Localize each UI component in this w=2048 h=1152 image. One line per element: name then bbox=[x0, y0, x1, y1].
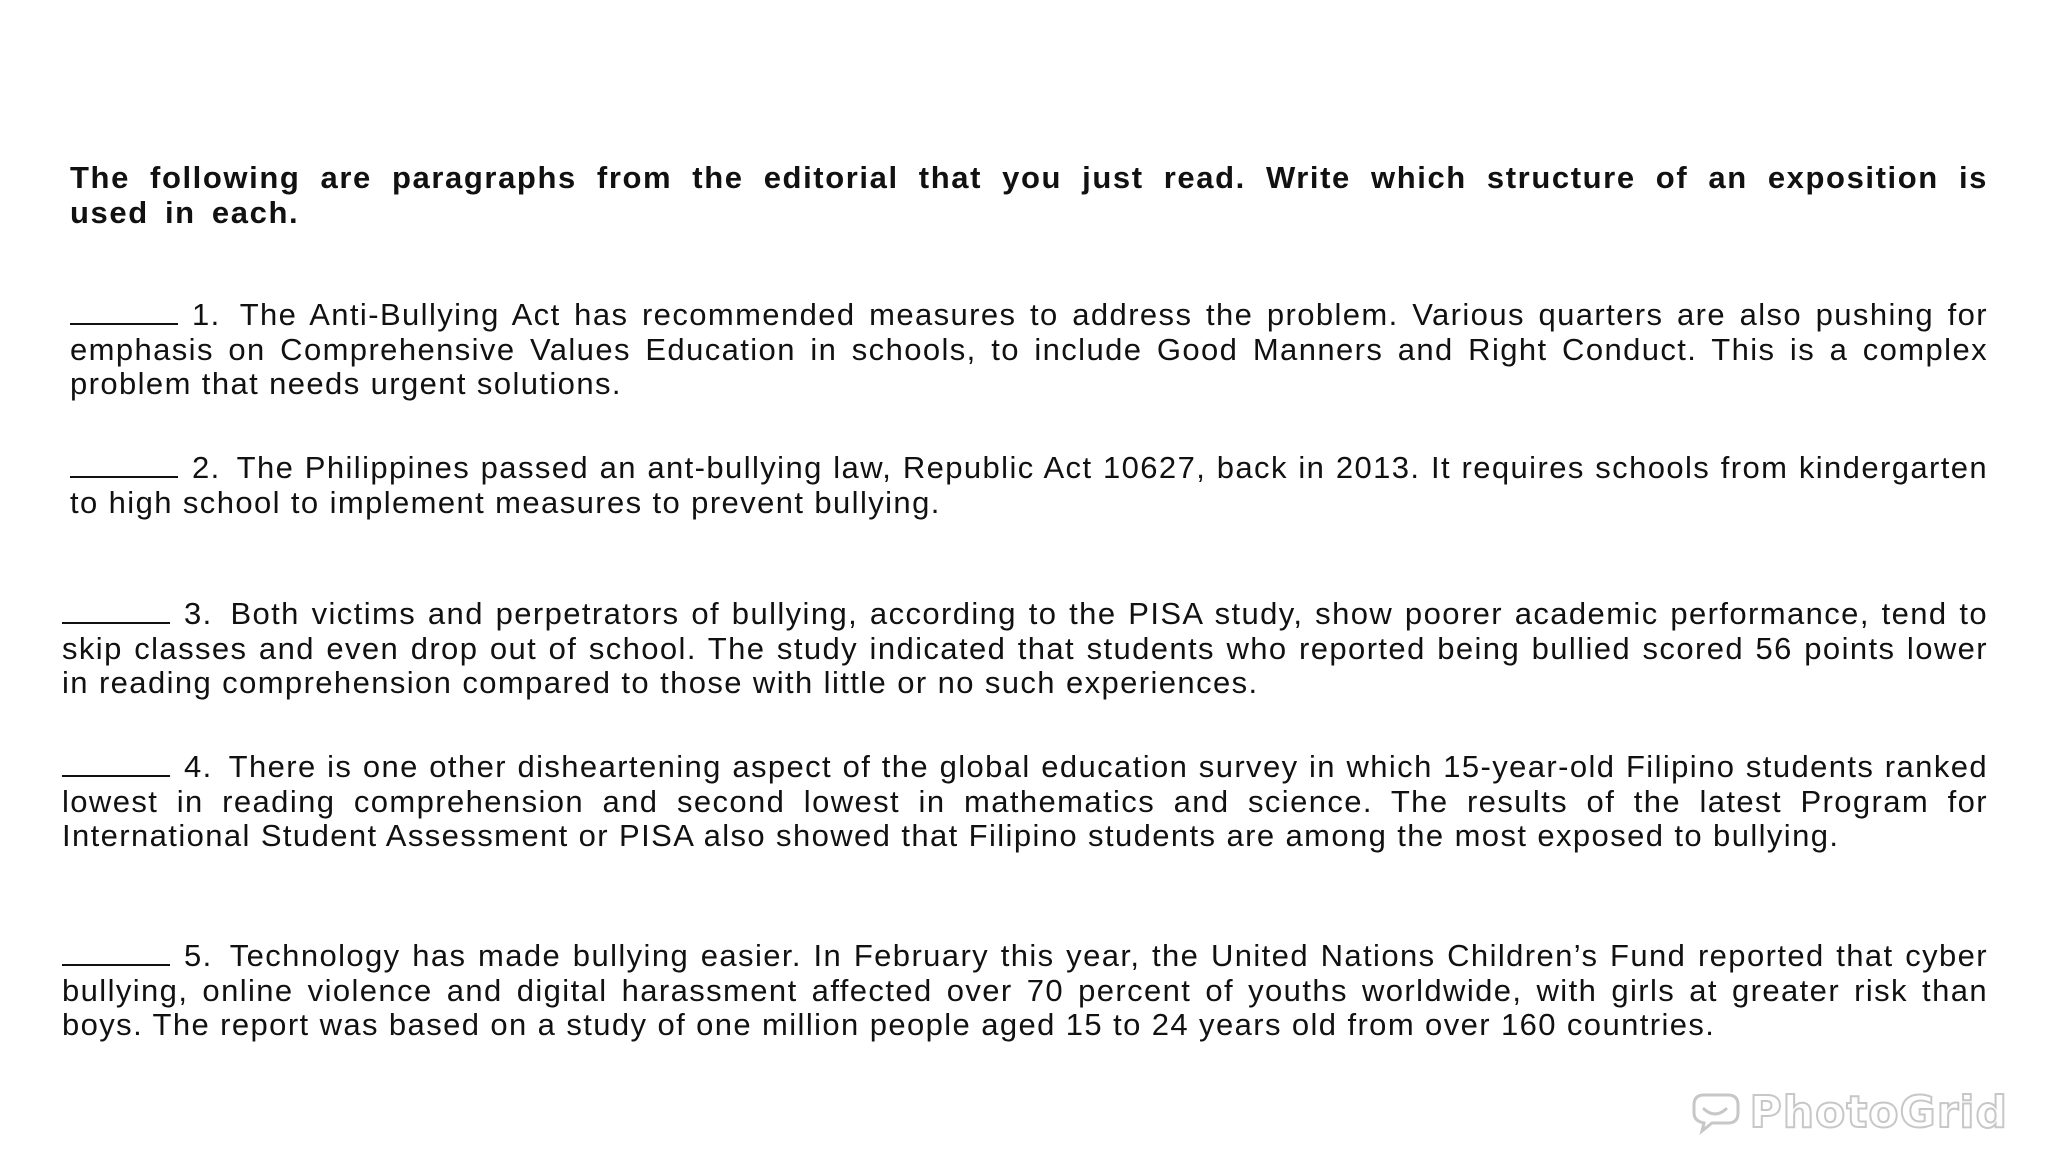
item-text-5: Technology has made bullying easier. In February this year, the United Nations Children’s Fund reported that cyber bullying, online violence and digital harassment affected over 70 percent of youths worldwide, with girls at greater risk than boys. The report was based on a study of one million people aged 15 to 24 years old from over 160 countries. bbox=[62, 938, 1988, 1042]
exercise-item-3 bbox=[62, 597, 1988, 701]
photogrid-logo-icon bbox=[1688, 1091, 1742, 1135]
exercise-item-4 bbox=[62, 750, 1988, 854]
item-number-4: 4. bbox=[184, 749, 213, 784]
item-number-3: 3. bbox=[184, 596, 213, 631]
item-number-5: 5. bbox=[184, 938, 213, 973]
item-number-1: 1. bbox=[192, 297, 221, 332]
exercise-item-2 bbox=[70, 451, 1988, 520]
answer-blank-5[interactable] bbox=[62, 942, 170, 966]
item-text-4: There is one other disheartening aspect of the global education survey in which 15-year-old Filipino students ranked lowest in reading comprehension and second lowest in mathematics and science. The results of the latest Program for International Student Assessment or PISA also showed that Filipino students are among the most exposed to bullying. bbox=[62, 749, 1988, 853]
item-text-2: The Philippines passed an ant-bullying law, Republic Act 10627, back in 2013. It requires schools from kindergarten to high school to implement measures to prevent bullying. bbox=[70, 450, 1988, 520]
answer-blank-2[interactable] bbox=[70, 454, 178, 478]
exercise-item-5 bbox=[62, 939, 1988, 1043]
photogrid-watermark bbox=[1688, 1087, 2008, 1138]
watermark-text: PhotoGrid bbox=[1749, 1087, 2008, 1138]
item-text-1: The Anti-Bullying Act has recommended measures to address the problem. Various quarters are also pushing for emphasis on Comprehensive Values Education in schools, to include Good Manners and Right Conduct. This is a complex problem that needs urgent solutions. bbox=[70, 297, 1989, 401]
answer-blank-3[interactable] bbox=[62, 600, 170, 624]
exercise-item-1 bbox=[70, 298, 1988, 402]
item-text-3: Both victims and perpetrators of bullying, according to the PISA study, show poorer academic performance, tend to skip classes and even drop out of school. The study indicated that students who reported being bullied scored 56 points lower in reading comprehension compared to those with little or no such experiences. bbox=[62, 596, 1988, 700]
item-number-2: 2. bbox=[192, 450, 221, 485]
instructions-heading: The following are paragraphs from the editorial that you just read. Write which structure of an exposition is used in each. bbox=[70, 160, 1988, 230]
answer-blank-1[interactable] bbox=[70, 301, 178, 325]
answer-blank-4[interactable] bbox=[62, 753, 170, 777]
